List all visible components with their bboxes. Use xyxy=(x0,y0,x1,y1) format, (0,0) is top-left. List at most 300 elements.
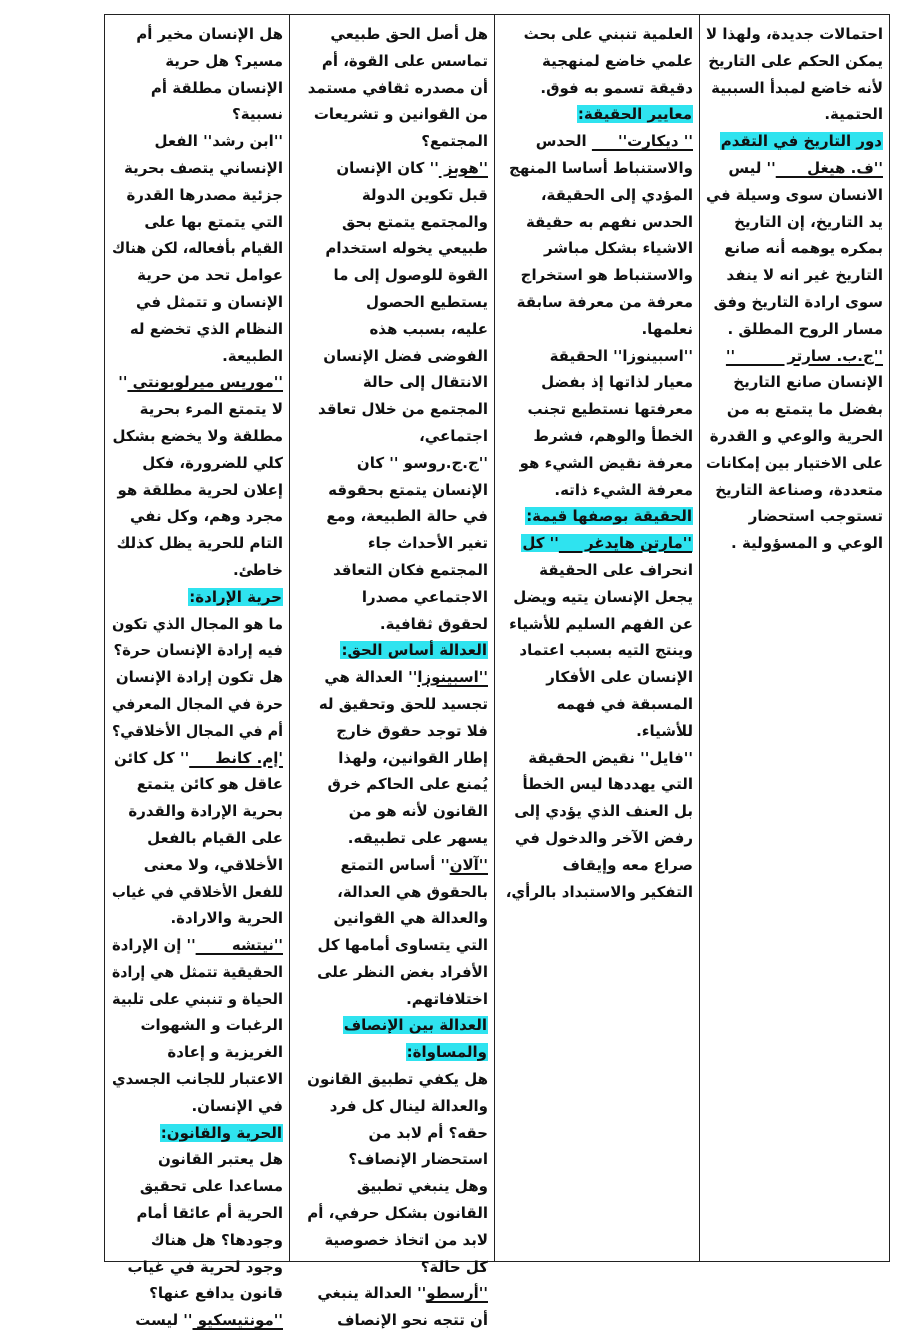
text-line xyxy=(296,1200,488,1227)
text-line xyxy=(296,316,488,343)
line-text: يمكن الحكم على التاريخ xyxy=(708,51,883,70)
text-line xyxy=(296,557,488,584)
text-line xyxy=(501,396,693,423)
column-freedom xyxy=(106,15,289,1330)
line-text: '' كل كائن xyxy=(113,748,190,767)
line-text: العدالة بين الإنصاف xyxy=(343,1016,487,1035)
line-text: معرفة من معرفة سابقة xyxy=(516,292,693,311)
text-line xyxy=(501,745,693,772)
line-text: عن الفهم السليم للأشياء xyxy=(509,614,693,633)
text-line xyxy=(112,530,283,557)
text-line xyxy=(501,128,693,155)
text-line xyxy=(501,423,693,450)
text-line xyxy=(112,691,284,718)
line-text: بحرية الإرادة والقدرة xyxy=(128,802,283,821)
line-text: هل يعتبر القانون xyxy=(158,1150,283,1169)
line-text: النظام الذي تخضع له xyxy=(129,319,283,338)
author-name: ''نيتشه xyxy=(195,936,283,955)
text-line xyxy=(296,235,488,262)
text-line xyxy=(706,289,883,316)
line-text: '' العدالة ينبغي xyxy=(317,1284,427,1303)
text-line xyxy=(501,235,693,262)
text-line xyxy=(112,155,283,182)
line-text: حقه؟ أم لابد من xyxy=(368,1123,488,1142)
line-text: '' كان الإنسان xyxy=(336,158,439,177)
text-line xyxy=(296,477,488,504)
text-line xyxy=(112,1173,283,1200)
section-heading xyxy=(296,1039,488,1066)
text-line xyxy=(112,48,283,75)
text-line xyxy=(706,477,883,504)
text-line xyxy=(112,557,283,584)
line-text: مسار الروح المطلق . xyxy=(727,319,883,338)
line-text: المسبقة في فهمه xyxy=(556,694,693,713)
line-text: مسير؟ هل حرية xyxy=(165,51,283,70)
line-text: الحرية والوعي و القدرة xyxy=(709,426,883,445)
line-text: وهل ينبغي تطبيق xyxy=(356,1177,488,1196)
text-line xyxy=(296,1120,488,1147)
line-text: لابد من اتخاذ خصوصية xyxy=(324,1230,488,1249)
text-line xyxy=(112,879,284,906)
text-line xyxy=(706,155,883,182)
section-heading xyxy=(112,584,283,611)
line-text: العلمية تنبني على بحث xyxy=(523,25,693,43)
line-text: قانون يدافع عنها؟ xyxy=(149,1284,283,1303)
line-text: الطبيعة. xyxy=(222,346,283,365)
line-text: كل حالة؟ xyxy=(420,1257,488,1276)
line-text: التي يهددها ليس الخطأ xyxy=(522,775,693,794)
text-line xyxy=(501,611,693,638)
line-text: هل يكفي تطبيق القانون xyxy=(307,1070,488,1089)
line-text: الاجتماعي مصدرا xyxy=(361,587,488,606)
text-line xyxy=(296,101,488,128)
section-heading xyxy=(501,101,693,128)
line-text: الإنساني يتصف بحرية xyxy=(124,158,283,177)
text-line xyxy=(706,503,883,530)
line-text: لأنه خاضع لمبدأ السببية xyxy=(711,78,883,97)
text-line xyxy=(112,1280,283,1307)
line-text: الحتمية. xyxy=(824,105,883,124)
text-line xyxy=(296,128,488,155)
author-name: ''موريس ميرلوبونتي xyxy=(127,373,283,392)
text-line xyxy=(296,503,488,530)
line-text: الإنسان مطلقة أم xyxy=(150,78,283,97)
text-line xyxy=(296,1066,488,1093)
line-text: مساعدا على تحقيق xyxy=(139,1177,283,1196)
text-line xyxy=(112,959,284,986)
line-text: الأفراد بغض النظر على xyxy=(317,962,488,981)
line-text: لحقوق ثقافية. xyxy=(379,614,488,633)
text-line xyxy=(706,182,883,209)
text-line xyxy=(706,316,883,343)
text-line xyxy=(112,262,283,289)
section-heading xyxy=(296,637,488,664)
line-text: الغريزية و إعادة xyxy=(167,1043,283,1062)
line-text: بفضل ما يتمتع به من xyxy=(726,400,883,419)
line-text: كلي للضرورة، فكل xyxy=(142,453,283,472)
text-line xyxy=(296,1254,488,1281)
text-line xyxy=(706,343,883,370)
line-text: التفكير والاستبداد بالرأي، xyxy=(505,882,693,901)
line-text: نعلمها. xyxy=(641,319,693,338)
text-line xyxy=(501,852,693,879)
line-text: يد التاريخ، إن التاريخ xyxy=(734,212,883,231)
text-line xyxy=(501,637,693,664)
line-text: أن مصدره ثقافي مستمد xyxy=(307,78,488,97)
text-line xyxy=(296,1173,488,1200)
text-line xyxy=(296,1146,488,1173)
author-name: ''آلان xyxy=(449,855,488,874)
line-text: للفعل الأخلاقي في غياب xyxy=(112,882,284,901)
text-line xyxy=(296,343,488,370)
line-text: دور التاريخ في التقدم xyxy=(720,132,882,151)
line-text: الأخلاقي، ولا معنى xyxy=(143,855,283,874)
text-line xyxy=(296,450,488,477)
line-text: فلا توجد حقوق خارج xyxy=(336,721,488,740)
text-line xyxy=(112,986,284,1013)
text-line xyxy=(112,1254,283,1281)
text-line xyxy=(501,182,693,209)
line-text: جزئية مصدرها القدرة xyxy=(126,185,283,204)
text-line xyxy=(112,771,283,798)
text-line xyxy=(296,48,488,75)
text-line xyxy=(112,1012,283,1039)
text-line xyxy=(501,718,693,745)
text-line xyxy=(112,289,283,316)
author-name: ''اسبينوزا xyxy=(417,668,488,687)
line-text: معرفتها نستطيع تجنب xyxy=(527,400,693,419)
text-line xyxy=(706,450,883,477)
line-text: الحدس xyxy=(535,132,592,151)
line-text: مجرد وهم، وكل نفي xyxy=(129,507,283,526)
text-line xyxy=(296,289,488,316)
text-line xyxy=(296,718,488,745)
line-text: الإنسان على الأفكار xyxy=(546,668,693,687)
line-text: على الاختيار بين إمكانات xyxy=(706,453,883,472)
text-line xyxy=(296,932,488,959)
text-line xyxy=(707,21,883,48)
text-line xyxy=(112,1200,283,1227)
author-name: '' ديكارت'' xyxy=(591,132,693,151)
text-line xyxy=(706,530,883,557)
text-line xyxy=(296,21,488,48)
text-line xyxy=(501,557,693,584)
line-text: والاستنباط هو استخراج xyxy=(520,266,693,285)
section-heading xyxy=(706,128,883,155)
text-line xyxy=(501,343,693,370)
line-text: '' ليست xyxy=(135,1311,193,1330)
text-line xyxy=(112,1307,283,1334)
text-line xyxy=(296,1307,488,1334)
text-line xyxy=(296,798,488,825)
text-line xyxy=(112,1039,283,1066)
line-text: '' xyxy=(118,373,128,392)
text-line xyxy=(501,691,693,718)
line-text: لا يتمتع المرء بحرية xyxy=(139,400,283,419)
line-text: سوى ارادة التاريخ وفق xyxy=(713,292,883,311)
text-line xyxy=(296,825,488,852)
line-text: الرغبات و الشهوات xyxy=(140,1016,283,1035)
column-history xyxy=(699,15,889,1261)
line-text: تغير الأحداث جاء xyxy=(367,534,488,553)
text-line xyxy=(501,209,693,236)
line-text: والمساواة: xyxy=(406,1043,487,1062)
text-line xyxy=(112,1146,283,1173)
text-line xyxy=(296,396,488,423)
text-line xyxy=(706,396,883,423)
section-heading xyxy=(501,503,693,530)
line-text: تستوجب استحضار xyxy=(748,507,883,526)
line-text: والاستنباط أساسا المنهج xyxy=(509,158,693,177)
text-line xyxy=(296,209,488,236)
highlight xyxy=(343,1016,488,1034)
line-text: '' العدالة هي xyxy=(324,668,418,687)
line-text: '' كل xyxy=(522,534,559,553)
line-text: هل أصل الحق طبيعي xyxy=(330,25,488,43)
line-text: الحرية أم عائقا أمام xyxy=(136,1204,283,1223)
text-line xyxy=(296,986,488,1013)
text-line xyxy=(112,1227,283,1254)
line-text: رفض الآخر والدخول في xyxy=(514,828,693,847)
highlight xyxy=(577,105,693,123)
text-line xyxy=(296,182,488,209)
text-line xyxy=(112,396,283,423)
line-text: معيار لذاتها إذ بفضل xyxy=(541,373,693,392)
line-text: الحرية والقانون: xyxy=(160,1123,282,1142)
line-text: الاشياء بشكل مباشر xyxy=(543,239,693,258)
line-text: اجتماعي، xyxy=(419,426,488,445)
text-line xyxy=(111,718,283,745)
line-text: التي يتساوى أمامها كل xyxy=(317,936,488,955)
highlight xyxy=(160,1124,283,1142)
line-text: الاعتبار للجانب الجسدي xyxy=(112,1070,283,1089)
line-text: تجسيد للحق وتحقيق له xyxy=(318,694,488,713)
text-line xyxy=(296,905,488,932)
highlight xyxy=(521,534,693,552)
column-truth xyxy=(494,15,699,1261)
line-text: الانسان سوى وسيلة في xyxy=(706,185,883,204)
text-line xyxy=(501,450,693,477)
text-line xyxy=(112,101,283,128)
text-line xyxy=(113,932,283,959)
text-line xyxy=(501,825,693,852)
line-text: وجود لحرية في غياب xyxy=(127,1257,283,1276)
line-text: استحضار الإنصاف؟ xyxy=(348,1150,488,1169)
text-line xyxy=(112,369,283,396)
text-line xyxy=(296,75,488,102)
line-text: بل العنف الذي يؤدي إلى xyxy=(514,802,693,821)
line-text: هل تكون إرادة الإنسان xyxy=(115,668,283,687)
line-text: عليه، بسبب هذه xyxy=(369,319,488,338)
text-line xyxy=(296,879,488,906)
line-text: انحراف على الحقيقة xyxy=(539,560,693,579)
line-text: التام للحرية يظل كذلك xyxy=(116,534,283,553)
author-name: ''مونتيسكيو xyxy=(192,1311,283,1330)
text-line xyxy=(112,745,283,772)
line-text: نسبية؟ xyxy=(232,105,283,124)
text-line xyxy=(296,745,488,772)
author-name: ''ف. هيغل xyxy=(775,158,883,177)
author-name: 'إم. كانط xyxy=(189,748,283,767)
text-line xyxy=(501,21,693,48)
text-line xyxy=(706,235,883,262)
text-line xyxy=(112,450,283,477)
text-line xyxy=(501,48,693,75)
line-text: القوة للوصول إلى ما xyxy=(333,266,488,285)
line-text: '' أساس التمتع xyxy=(340,855,450,874)
line-text: في حالة الطبيعة، ومع xyxy=(326,507,488,526)
text-line xyxy=(501,879,693,906)
notes-table xyxy=(104,14,890,1330)
line-text: الإنسان و تتمثل في xyxy=(136,292,283,311)
highlight xyxy=(406,1043,488,1061)
highlight xyxy=(340,641,488,659)
author-name: ''مارتن هايدغر xyxy=(558,534,692,553)
text-line xyxy=(501,316,693,343)
text-line xyxy=(112,825,283,852)
line-text: خاطئ. xyxy=(232,560,283,579)
author-name: ''أرسطو xyxy=(426,1284,488,1303)
line-text: معرفة الشيء ذاته. xyxy=(554,480,693,499)
text-line xyxy=(296,584,488,611)
text-line xyxy=(296,664,488,691)
text-line xyxy=(112,852,283,879)
line-text: إعلان لحرية مطلقة هو xyxy=(117,480,283,499)
line-text: الانتقال إلى حالة xyxy=(362,373,488,392)
line-text: القانون بشكل حرفي، أم xyxy=(307,1204,488,1223)
section-heading xyxy=(501,530,693,557)
text-line xyxy=(706,423,883,450)
text-line xyxy=(501,584,693,611)
line-text: الحقيقية تتمثل هي إرادة xyxy=(112,962,284,981)
line-text: عاقل هو كائن يتمتع xyxy=(136,775,283,794)
line-text: وجودها؟ هل هناك xyxy=(150,1230,283,1249)
text-line xyxy=(501,289,693,316)
text-line xyxy=(296,262,488,289)
line-text: يسهر على تطبيقه. xyxy=(347,828,488,847)
text-line xyxy=(296,1227,488,1254)
line-text: متعددة، وصناعة التاريخ xyxy=(715,480,883,499)
text-line xyxy=(112,503,283,530)
line-text: الإنسان صانع التاريخ xyxy=(733,373,883,392)
highlight xyxy=(188,588,283,606)
text-line xyxy=(296,423,488,450)
line-text: الحياة و تنبني على تلبية xyxy=(112,989,284,1008)
text-line xyxy=(706,75,883,102)
line-text: حرية الإرادة: xyxy=(189,587,282,606)
text-line xyxy=(706,209,883,236)
line-text: الفوضى فضل الإنسان xyxy=(323,346,488,365)
line-text: دقيقة تسمو به فوق. xyxy=(540,78,693,97)
line-text: فيه إرادة الإنسان حرة؟ xyxy=(113,641,283,660)
line-text: مطلقة ولا يخضع بشكل xyxy=(112,426,283,445)
line-text: المؤدي إلى الحقيقة، xyxy=(540,185,693,204)
line-text: العدالة أساس الحق: xyxy=(341,641,487,660)
text-line xyxy=(706,369,883,396)
line-text: عوامل تحد من حرية xyxy=(137,266,283,285)
text-line xyxy=(501,262,693,289)
line-text: معرفة نقيض الشيء هو xyxy=(519,453,693,472)
text-line xyxy=(296,691,488,718)
line-text: يُمنع على الحاكم خرق xyxy=(327,775,488,794)
line-text: أم في المجال الأخلاقي؟ xyxy=(111,721,283,740)
line-text: الخطأ والوهم، فشرط xyxy=(533,426,693,445)
text-line xyxy=(112,664,283,691)
line-text: المجتمع؟ xyxy=(421,132,488,151)
text-line xyxy=(296,852,488,879)
line-text: '' ليس xyxy=(728,158,776,177)
line-text: بالحقوق هي العدالة، xyxy=(337,882,488,901)
highlight xyxy=(720,132,883,150)
line-text: القانون لأنه هو من xyxy=(348,802,488,821)
line-text: الحرية والارادة. xyxy=(170,909,283,928)
line-text: التاريخ غير انه لا ينفد xyxy=(726,266,883,285)
text-line xyxy=(501,477,693,504)
line-text: الحقيقة بوصفها قيمة: xyxy=(526,507,692,526)
line-text: من القوانين و تشريعات xyxy=(313,105,488,124)
line-text: للأشياء. xyxy=(636,721,693,740)
text-line xyxy=(706,48,883,75)
line-text: في الإنسان. xyxy=(191,1096,283,1115)
author-name: ''ج.ب. سارتر '' xyxy=(725,346,883,365)
text-line xyxy=(112,905,283,932)
line-text: المجتمع فكان التعاقد xyxy=(333,560,488,579)
text-line xyxy=(112,611,283,638)
line-text: ''فايل'' نقيض الحقيقة xyxy=(528,748,693,767)
text-line xyxy=(112,75,283,102)
text-line xyxy=(501,798,693,825)
text-line xyxy=(112,182,283,209)
line-text: الحدس نفهم به حقيقة xyxy=(525,212,693,231)
line-text: القيام بأفعاله، لكن هناك xyxy=(112,239,283,258)
text-line xyxy=(296,155,488,182)
line-text: معايير الحقيقة: xyxy=(577,105,692,124)
line-text: على القيام بالفعل xyxy=(147,828,283,847)
text-line xyxy=(112,128,283,155)
line-text: بمكره يوهمه أنه صانع xyxy=(724,239,883,258)
text-line xyxy=(296,959,488,986)
line-text: يستطيع الحصول xyxy=(365,292,488,311)
line-text: هل الإنسان مخير أم xyxy=(136,25,283,43)
line-text: الوعي و المسؤولية . xyxy=(731,534,883,553)
text-line xyxy=(706,101,883,128)
text-line xyxy=(501,664,693,691)
line-text: صراع معه وإيقاف xyxy=(562,855,693,874)
line-text: تماسس على القوة، أم xyxy=(321,51,488,70)
text-line xyxy=(112,209,283,236)
line-text: يجعل الإنسان يتيه ويضل xyxy=(513,587,693,606)
line-text: '' إن الإرادة xyxy=(112,936,196,955)
text-line xyxy=(296,530,488,557)
text-line xyxy=(112,316,283,343)
text-line xyxy=(112,1093,283,1120)
line-text: ''اسبينوزا'' الحقيقة xyxy=(549,346,693,365)
line-text: والمجتمع يتمتع بحق xyxy=(342,212,488,231)
line-text: قبل تكوين الدولة xyxy=(361,185,488,204)
text-line xyxy=(113,1066,283,1093)
line-text: علمي خاضع لمنهجية xyxy=(542,51,693,70)
line-text: ''ابن رشد'' الفعل xyxy=(154,132,283,151)
text-line xyxy=(296,369,488,396)
text-line xyxy=(112,798,283,825)
line-text: إطار القوانين، ولهذا xyxy=(338,748,488,767)
text-line xyxy=(112,235,283,262)
section-heading xyxy=(112,1120,283,1147)
text-line xyxy=(296,1280,488,1307)
text-line xyxy=(501,155,693,182)
line-text: الإنسان يتمتع بحقوقه xyxy=(328,480,488,499)
text-line xyxy=(296,771,488,798)
